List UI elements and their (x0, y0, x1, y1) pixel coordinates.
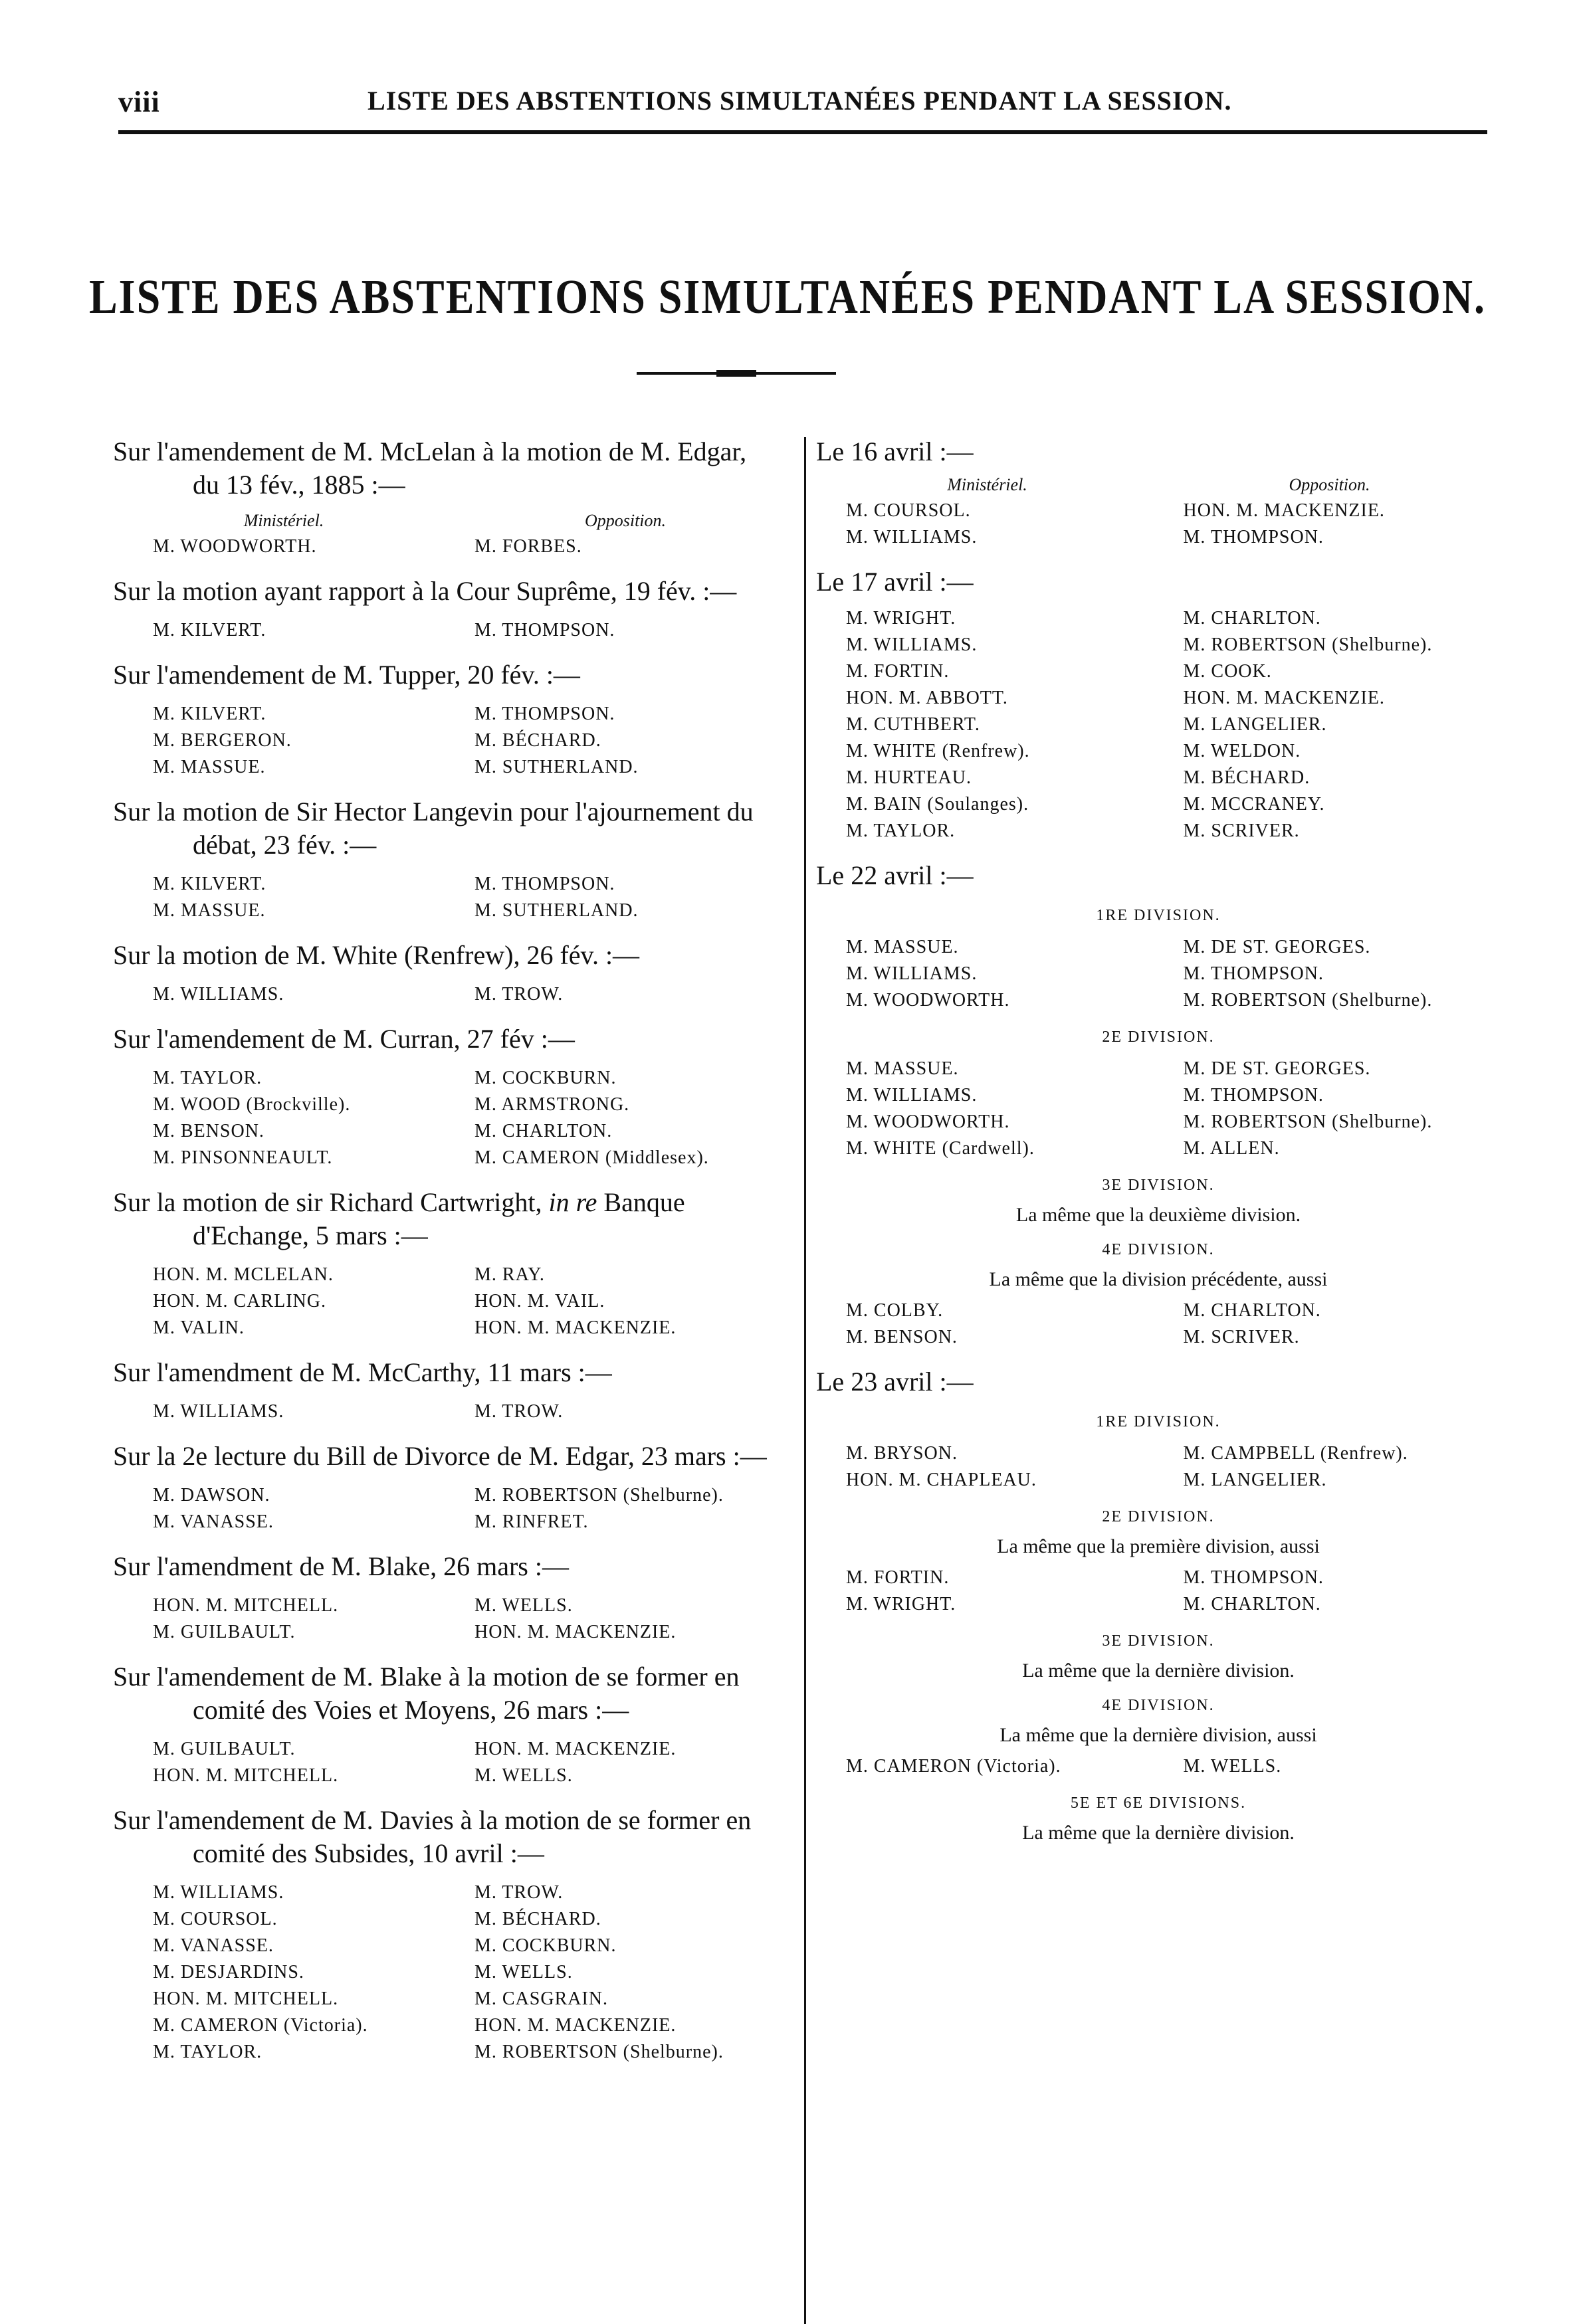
ministeriel-member: M. HURTEAU. (846, 767, 972, 788)
opposition-member: M. BÉCHARD. (474, 730, 601, 751)
member-row (113, 1933, 796, 1959)
member-row (816, 1298, 1501, 1324)
vote-heading-cont: d'Echange, 5 mars :— (193, 1220, 428, 1250)
member-row (816, 685, 1501, 712)
vote-section (113, 1440, 796, 1535)
member-row (113, 1065, 796, 1092)
member-row (113, 1315, 796, 1341)
ministeriel-member: M. KILVERT. (153, 704, 266, 724)
ministeriel-member: M. GUILBAULT. (153, 1739, 296, 1759)
member-list (113, 1482, 796, 1535)
ministeriel-member: M. FORTIN. (846, 1567, 950, 1588)
member-list (113, 981, 796, 1008)
opposition-member: M. ROBERTSON (Shelburne). (1183, 990, 1433, 1011)
day-heading: Le 17 avril :— (816, 567, 974, 597)
ministeriel-member: M. VALIN. (153, 1317, 245, 1338)
member-row (113, 1959, 796, 1986)
member-row (816, 1082, 1501, 1109)
vote-section (113, 1804, 796, 2066)
member-list (113, 1262, 796, 1341)
ministeriel-member: M. KILVERT. (153, 620, 266, 640)
opposition-member: M. WELDON. (1183, 741, 1301, 761)
ministeriel-member: M. WOODWORTH. (846, 990, 1010, 1011)
member-list (113, 1065, 796, 1171)
member-row (113, 754, 796, 781)
title-ornament-rule (637, 372, 836, 375)
opposition-member: M. ARMSTRONG. (474, 1094, 630, 1115)
member-row (816, 791, 1501, 818)
division-label: 3E DIVISION. (1102, 1177, 1215, 1194)
member-row (816, 1753, 1501, 1780)
day-section (816, 565, 1501, 844)
ministeriel-member: M. WOODWORTH. (846, 1112, 1010, 1132)
opposition-member: M. COCKBURN. (474, 1068, 617, 1088)
ministeriel-member: M. FORTIN. (846, 661, 950, 682)
day-heading: Le 22 avril :— (816, 860, 974, 890)
member-row (816, 961, 1501, 987)
opposition-member: M. THOMPSON. (474, 874, 615, 894)
opposition-heading: Opposition. (1289, 475, 1370, 494)
member-row (113, 1145, 796, 1171)
ministeriel-member: M. WRIGHT. (846, 1594, 956, 1614)
ministeriel-member: M. CUTHBERT. (846, 714, 980, 735)
opposition-member: M. THOMPSON. (474, 704, 615, 724)
opposition-member: HON. M. VAIL. (474, 1291, 605, 1311)
ministeriel-member: M. GUILBAULT. (153, 1622, 296, 1642)
opposition-member: HON. M. MACKENZIE. (474, 1317, 677, 1338)
opposition-member: M. SUTHERLAND. (474, 900, 639, 921)
member-row (113, 617, 796, 644)
day-heading: Le 23 avril :— (816, 1367, 974, 1397)
member-row (816, 1591, 1501, 1618)
ministeriel-member: M. MASSUE. (846, 937, 959, 957)
opposition-member: HON. M. MACKENZIE. (1183, 688, 1385, 708)
ministeriel-member: M. VANASSE. (153, 1511, 274, 1532)
page-number: viii (118, 86, 160, 118)
ministeriel-member: M. BAIN (Soulanges). (846, 794, 1029, 815)
day-section (816, 1365, 1501, 1844)
opposition-member: M. LANGELIER. (1183, 1470, 1327, 1490)
opposition-member: HON. M. MACKENZIE. (474, 1739, 677, 1759)
member-row (816, 987, 1501, 1014)
vote-heading: Sur la motion de Sir Hector Langevin pour l'ajournement du (113, 797, 754, 826)
ministeriel-member: M. DAWSON. (153, 1485, 270, 1505)
running-title: LISTE DES ABSTENTIONS SIMULTANÉES PENDANT LA SESSION. (368, 86, 1232, 116)
ministeriel-member: M. KILVERT. (153, 874, 266, 894)
division-label: 1RE DIVISION. (1096, 1413, 1221, 1430)
vote-section (113, 1022, 796, 1171)
opposition-member: M. CHARLTON. (1183, 608, 1321, 629)
ministeriel-member: HON. M. MITCHELL. (153, 1595, 339, 1616)
member-list (816, 1753, 1501, 1780)
vote-heading-cont: débat, 23 fév. :— (193, 830, 377, 860)
vote-section (113, 1550, 796, 1646)
ministeriel-member: HON. M. ABBOTT. (846, 688, 1008, 708)
member-row (113, 1399, 796, 1425)
vote-section (113, 1660, 796, 1789)
member-row (113, 1482, 796, 1509)
member-list (113, 1880, 796, 2066)
ministeriel-member: M. WILLIAMS. (846, 634, 978, 655)
member-list (113, 1736, 796, 1789)
vote-heading: Sur l'amendement de M. Tupper, 20 fév. :— (113, 660, 580, 690)
member-row (816, 1109, 1501, 1135)
member-row (816, 1135, 1501, 1162)
opposition-member: M. CAMERON (Middlesex). (474, 1147, 709, 1168)
vote-heading: Sur l'amendement de M. Curran, 27 fév :— (113, 1024, 575, 1054)
column-divider (804, 437, 806, 2324)
opposition-member: M. SCRIVER. (1183, 821, 1300, 841)
ministeriel-member: M. WILLIAMS. (846, 1085, 978, 1106)
opposition-member: M. SCRIVER. (1183, 1327, 1300, 1347)
opposition-member: M. ROBERTSON (Shelburne). (1183, 1112, 1433, 1132)
member-row (816, 712, 1501, 738)
opposition-member: M. TROW. (474, 1882, 564, 1903)
member-row (113, 1986, 796, 2012)
vote-section (113, 795, 796, 924)
member-row (816, 818, 1501, 844)
division-note: La même que la première division, aussi (997, 1535, 1320, 1557)
vote-heading: Sur l'amendment de M. Blake, 26 mars :— (113, 1551, 569, 1581)
ministeriel-member: M. TAYLOR. (153, 2042, 262, 2062)
member-row (113, 1118, 796, 1145)
vote-heading: Sur la motion de sir Richard Cartwright, in re Banque (113, 1187, 685, 1217)
opposition-member: M. MCCRANEY. (1183, 794, 1325, 815)
division-note: La même que la deuxième division. (1015, 1204, 1301, 1226)
member-row (816, 632, 1501, 658)
ministeriel-member: M. BENSON. (846, 1327, 958, 1347)
division-note: La même que la division précédente, aussi (989, 1268, 1328, 1290)
vote-heading-cont: comité des Subsides, 10 avril :— (193, 1838, 544, 1868)
opposition-member: M. WELLS. (474, 1765, 573, 1786)
opposition-member: M. ALLEN. (1183, 1138, 1280, 1159)
ministeriel-member: M. MASSUE. (153, 757, 266, 777)
ministeriel-member: M. CAMERON (Victoria). (846, 1756, 1061, 1777)
ministeriel-member: M. CAMERON (Victoria). (153, 2015, 368, 2036)
ministeriel-member: M. VANASSE. (153, 1935, 274, 1956)
opposition-member: M. LANGELIER. (1183, 714, 1327, 735)
member-row (816, 498, 1501, 524)
vote-heading: Sur l'amendement de M. Davies à la motion de se former en (113, 1805, 752, 1835)
ministeriel-member: M. DESJARDINS. (153, 1962, 304, 1983)
day-section (816, 859, 1501, 1351)
opposition-member: M. WELLS. (474, 1595, 573, 1616)
division-note: La même que la dernière division. (1022, 1660, 1295, 1682)
opposition-member: HON. M. MACKENZIE. (474, 1622, 677, 1642)
member-list (816, 1440, 1501, 1494)
opposition-member: M. THOMPSON. (474, 620, 615, 640)
page-title: LISTE DES ABSTENTIONS SIMULTANÉES PENDANT LA SESSION. (88, 269, 1487, 324)
member-list (816, 1298, 1501, 1351)
left-column (113, 435, 796, 2080)
vote-heading: Sur la 2e lecture du Bill de Divorce de M. Edgar, 23 mars :— (113, 1441, 767, 1471)
member-list (113, 533, 796, 560)
member-row (113, 871, 796, 898)
vote-heading: Sur l'amendement de M. McLelan à la motion de M. Edgar, (113, 436, 747, 466)
opposition-member: M. DE ST. GEORGES. (1183, 1058, 1371, 1079)
ministeriel-member: M. WHITE (Renfrew). (846, 741, 1030, 761)
member-row (113, 1736, 796, 1763)
member-row (113, 727, 796, 754)
member-list (816, 1056, 1501, 1162)
ministeriel-member: M. WILLIAMS. (846, 963, 978, 984)
ministeriel-member: M. WILLIAMS. (153, 1401, 284, 1422)
opposition-member: M. CAMPBELL (Renfrew). (1183, 1443, 1408, 1464)
opposition-member: M. SUTHERLAND. (474, 757, 639, 777)
opposition-member: M. TROW. (474, 984, 564, 1005)
ministeriel-member: HON. M. CHAPLEAU. (846, 1470, 1037, 1490)
member-row (816, 1324, 1501, 1351)
vote-section (113, 1186, 796, 1341)
member-row (113, 1906, 796, 1933)
member-list (113, 1593, 796, 1646)
column-headings (816, 475, 1501, 495)
vote-heading: Sur la motion de M. White (Renfrew), 26 fév. :— (113, 940, 640, 970)
division-label: 3E DIVISION. (1102, 1632, 1215, 1650)
ministeriel-member: M. COURSOL. (153, 1909, 278, 1929)
ministeriel-member: M. BRYSON. (846, 1443, 958, 1464)
member-list (113, 1399, 796, 1425)
column-headings (113, 511, 796, 531)
opposition-member: M. ROBERTSON (Shelburne). (474, 1485, 724, 1505)
vote-section (113, 1356, 796, 1425)
division-label: 2E DIVISION. (1102, 1028, 1215, 1046)
ministeriel-member: M. TAYLOR. (846, 821, 956, 841)
day-heading: Le 16 avril :— (816, 436, 974, 466)
ministeriel-member: M. WOODWORTH. (153, 536, 317, 557)
opposition-member: M. CHARLTON. (474, 1121, 613, 1141)
member-row (113, 898, 796, 924)
division-label: 4E DIVISION. (1102, 1241, 1215, 1258)
division-label: 5E ET 6E DIVISIONS. (1070, 1794, 1247, 1812)
vote-heading-cont: du 13 fév., 1885 :— (193, 470, 405, 500)
member-row (816, 1056, 1501, 1082)
member-row (816, 524, 1501, 551)
opposition-member: M. THOMPSON. (1183, 1567, 1324, 1588)
ministeriel-member: HON. M. MITCHELL. (153, 1988, 339, 2009)
ministeriel-heading: Ministériel. (947, 475, 1027, 494)
opposition-member: HON. M. MACKENZIE. (474, 2015, 677, 2036)
header-rule (118, 130, 1487, 134)
ministeriel-member: M. WILLIAMS. (153, 984, 284, 1005)
vote-heading-cont: comité des Voies et Moyens, 26 mars :— (193, 1695, 629, 1725)
day-section (816, 435, 1501, 551)
member-row (113, 1763, 796, 1789)
running-header (118, 85, 1487, 125)
ministeriel-member: M. BENSON. (153, 1121, 264, 1141)
member-row (113, 1593, 796, 1619)
division-label: 2E DIVISION. (1102, 1508, 1215, 1525)
opposition-member: M. RAY. (474, 1264, 545, 1285)
vote-heading: Sur la motion ayant rapport à la Cour Suprême, 19 fév. :— (113, 576, 737, 606)
ministeriel-member: HON. M. CARLING. (153, 1291, 326, 1311)
member-list (113, 701, 796, 781)
ministeriel-member: M. MASSUE. (846, 1058, 959, 1079)
ministeriel-member: M. WRIGHT. (846, 608, 956, 629)
member-list (816, 934, 1501, 1014)
member-row (113, 1509, 796, 1535)
member-row (816, 658, 1501, 685)
member-row (113, 2039, 796, 2066)
member-list (113, 871, 796, 924)
member-list (816, 498, 1501, 551)
division-note: La même que la dernière division. (1022, 1822, 1295, 1844)
opposition-member: M. BÉCHARD. (474, 1909, 601, 1929)
member-row (113, 533, 796, 560)
ministeriel-member: M. PINSONNEAULT. (153, 1147, 333, 1168)
member-list (816, 605, 1501, 844)
vote-section (113, 435, 796, 560)
ministeriel-member: M. MASSUE. (153, 900, 266, 921)
ministeriel-member: M. COURSOL. (846, 500, 971, 521)
member-row (113, 2012, 796, 2039)
vote-section (113, 939, 796, 1008)
opposition-member: M. CHARLTON. (1183, 1300, 1321, 1321)
member-list (816, 1565, 1501, 1618)
ministeriel-member: M. BERGERON. (153, 730, 292, 751)
opposition-member: M. DE ST. GEORGES. (1183, 937, 1371, 957)
division-label: 4E DIVISION. (1102, 1697, 1215, 1714)
ministeriel-heading: Ministériel. (243, 511, 324, 530)
member-row (113, 1092, 796, 1118)
opposition-member: M. RINFRET. (474, 1511, 589, 1532)
member-row (816, 934, 1501, 961)
member-row (816, 605, 1501, 632)
opposition-member: M. COOK. (1183, 661, 1272, 682)
member-row (113, 1880, 796, 1906)
opposition-member: M. FORBES. (474, 536, 582, 557)
opposition-member: M. THOMPSON. (1183, 1085, 1324, 1106)
member-row (113, 1288, 796, 1315)
opposition-member: M. ROBERTSON (Shelburne). (1183, 634, 1433, 655)
opposition-member: HON. M. MACKENZIE. (1183, 500, 1385, 521)
opposition-member: M. WELLS. (474, 1962, 573, 1983)
opposition-member: M. BÉCHARD. (1183, 767, 1311, 788)
opposition-member: M. THOMPSON. (1183, 963, 1324, 984)
member-row (816, 1565, 1501, 1591)
member-row (113, 1262, 796, 1288)
member-list (113, 617, 796, 644)
vote-section (113, 658, 796, 781)
opposition-member: M. CHARLTON. (1183, 1594, 1321, 1614)
opposition-heading: Opposition. (584, 511, 667, 530)
heading-italic: in re (548, 1187, 597, 1217)
vote-heading: Sur l'amendement de M. Blake à la motion de se former en (113, 1662, 740, 1692)
ministeriel-member: HON. M. MCLELAN. (153, 1264, 334, 1285)
ministeriel-member: M. WILLIAMS. (153, 1882, 284, 1903)
member-row (113, 701, 796, 727)
ministeriel-member: M. TAYLOR. (153, 1068, 262, 1088)
ministeriel-member: M. WHITE (Cardwell). (846, 1138, 1035, 1159)
ministeriel-member: M. WOOD (Brockville). (153, 1094, 351, 1115)
opposition-member: M. ROBERTSON (Shelburne). (474, 2042, 724, 2062)
opposition-member: M. THOMPSON. (1183, 527, 1324, 547)
opposition-member: M. WELLS. (1183, 1756, 1282, 1777)
division-label: 1RE DIVISION. (1096, 907, 1221, 924)
opposition-member: M. TROW. (474, 1401, 564, 1422)
vote-heading: Sur l'amendment de M. McCarthy, 11 mars :— (113, 1357, 612, 1387)
ministeriel-member: HON. M. MITCHELL. (153, 1765, 339, 1786)
member-row (816, 765, 1501, 791)
member-row (816, 1467, 1501, 1494)
right-column (816, 435, 1501, 1859)
member-row (816, 738, 1501, 765)
opposition-member: M. CASGRAIN. (474, 1988, 609, 2009)
member-row (816, 1440, 1501, 1467)
vote-section (113, 575, 796, 644)
ministeriel-member: M. WILLIAMS. (846, 527, 978, 547)
opposition-member: M. COCKBURN. (474, 1935, 617, 1956)
member-row (113, 1619, 796, 1646)
division-note: La même que la dernière division, aussi (999, 1724, 1317, 1746)
ministeriel-member: M. COLBY. (846, 1300, 944, 1321)
member-row (113, 981, 796, 1008)
